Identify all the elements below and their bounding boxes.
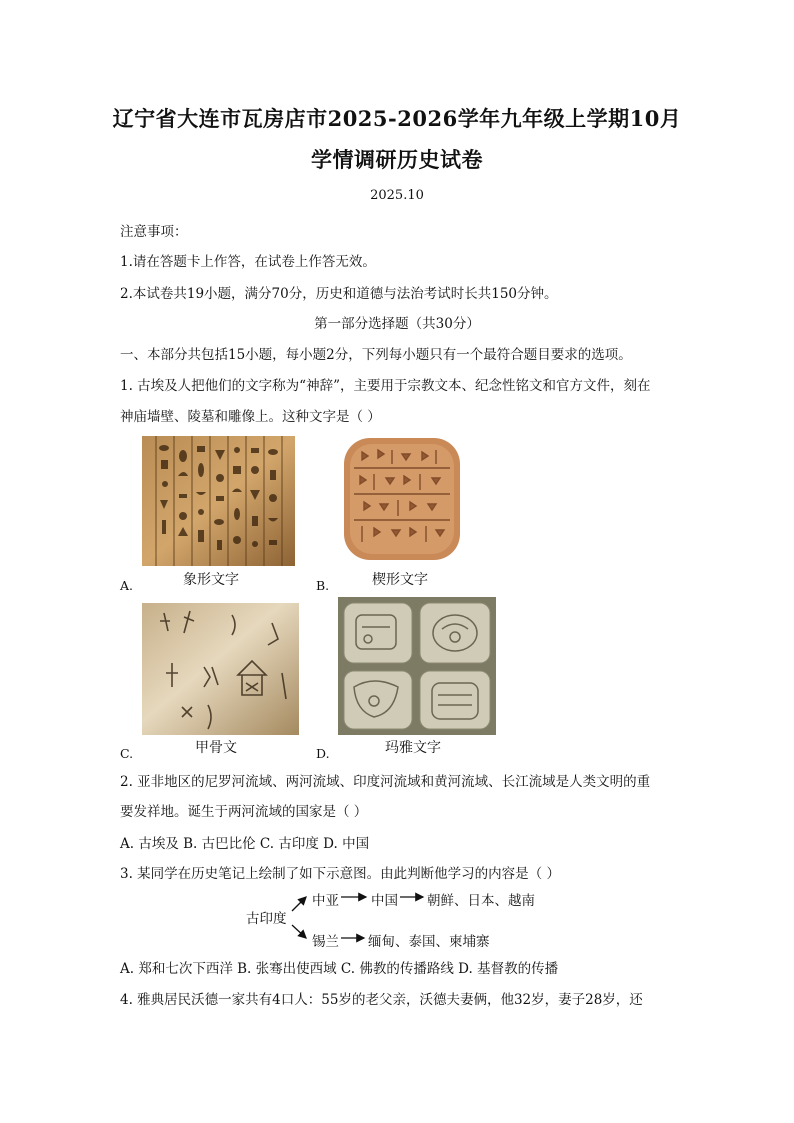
exam-date: 2025.10 <box>370 188 424 203</box>
option-d-label: D. <box>316 746 330 761</box>
diagram-north-1: 中亚 <box>312 893 339 909</box>
hieroglyph-image <box>142 436 295 566</box>
diagram-arrows <box>240 885 570 950</box>
oracle-bone-image <box>142 603 299 735</box>
option-a-caption: 象形文字 <box>183 572 239 588</box>
diagram-origin: 古印度 <box>246 911 287 927</box>
notes-heading: 注意事项： <box>120 224 188 240</box>
exam-title-line2: 学情调研历史试卷 <box>311 147 483 172</box>
option-d-caption: 玛雅文字 <box>385 740 441 756</box>
diagram-south-1: 锡兰 <box>312 934 339 950</box>
option-c-label: C. <box>120 746 134 761</box>
question-2-line2: 要发祥地。诞生于两河流域的国家是（ ） <box>120 804 368 820</box>
option-b-caption: 楔形文字 <box>372 572 428 588</box>
buddhism-spread-diagram <box>240 885 570 950</box>
question-1-line1: 1. 古埃及人把他们的文字称为“神辞”，主要用于宗教文本、纪念性铭文和官方文件，刻在 <box>120 378 651 394</box>
maya-glyph-image <box>338 597 496 735</box>
diagram-north-3: 朝鲜、日本、越南 <box>427 893 535 909</box>
section-instruction: 一、本部分共包括15小题，每小题2分，下列每小题只有一个最符合题目要求的选项。 <box>120 347 632 363</box>
question-3-line1: 3. 某同学在历史笔记上绘制了如下示意图。由此判断他学习的内容是（ ） <box>120 866 560 882</box>
section-title: 第一部分选择题（共30分） <box>314 316 480 332</box>
diagram-south-2: 缅甸、泰国、柬埔寨 <box>368 934 490 950</box>
question-4-line1: 4. 雅典居民沃德一家共有4口人：55岁的老父亲，沃德夫妻俩，他32岁，妻子28岁，还 <box>120 992 643 1008</box>
question-3-options: A. 郑和七次下西洋 B. 张骞出使西域 C. 佛教的传播路线 D. 基督教的传播 <box>120 961 559 977</box>
question-1-line2: 神庙墙壁、陵墓和雕像上。这种文字是（ ） <box>120 409 381 425</box>
option-a-label: A. <box>120 578 134 593</box>
exam-title-line1: 辽宁省大连市瓦房店市2025-2026学年九年级上学期10月 <box>112 106 682 131</box>
notes-item-1: 1.请在答题卡上作答，在试卷上作答无效。 <box>120 254 376 270</box>
question-2-options: A. 古埃及 B. 古巴比伦 C. 古印度 D. 中国 <box>120 836 370 852</box>
notes-item-2: 2.本试卷共19小题，满分70分，历史和道德与法治考试时长共150分钟。 <box>120 286 558 302</box>
option-b-label: B. <box>316 578 330 593</box>
diagram-north-2: 中国 <box>371 893 398 909</box>
question-2-line1: 2. 亚非地区的尼罗河流域、两河流域、印度河流域和黄河流域、长江流域是人类文明的重 <box>120 774 651 790</box>
cuneiform-tablet-image <box>338 432 466 566</box>
option-c-caption: 甲骨文 <box>195 740 237 756</box>
